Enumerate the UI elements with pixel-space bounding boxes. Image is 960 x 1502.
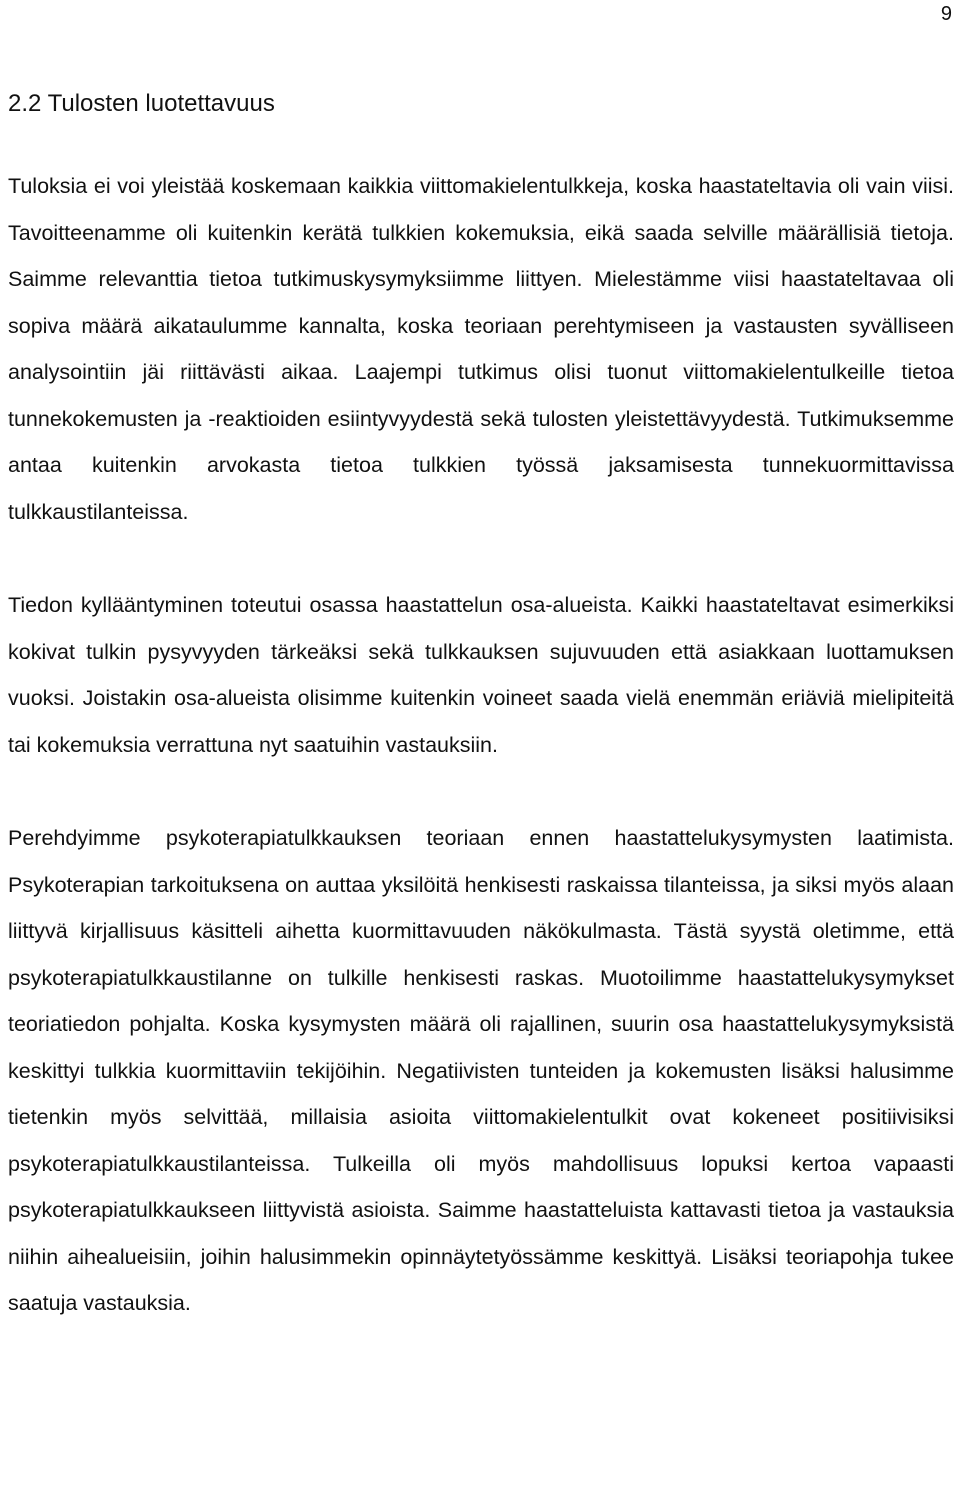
section-heading: 2.2 Tulosten luotettavuus bbox=[8, 90, 275, 117]
paragraph-reliability-scope: Tuloksia ei voi yleistää koskemaan kaikkia viittomakielentulkkeja, koska haastateltavia oli vain viisi. Tavoitteenamme oli kuitenkin kerätä tulkkien kokemuksia, eikä saada selville määrällisiä tietoja. Saimme relevanttia tietoa tutkimuskysymyksiimme liittyen. Mielestämme viisi haastateltavaa oli sopiva määrä aikataulumme kannalta, koska teoriaan perehtymiseen ja vastausten syvälliseen analysointiin jäi riittävästi aikaa. Laajempi tutkimus olisi tuonut viittomakielentulkeille tietoa tunnekokemusten ja -reaktioiden esiintyvyydestä sekä tulosten yleistettävyydestä. Tutkimuksemme antaa kuitenkin arvokasta tietoa tulkkien työssä jaksamisesta tunnekuormittavissa tulkkaustilanteissa. bbox=[8, 174, 954, 524]
body-text bbox=[8, 163, 954, 1374]
paragraph-data-saturation: Tiedon kyllääntyminen toteutui osassa haastattelun osa-alueista. Kaikki haastateltavat esimerkiksi kokivat tulkin pysyvyyden tärkeäksi sekä tulkkauksen sujuvuuden että asiakkaan luottamuksen vuoksi. Joistakin osa-alueista olisimme kuitenkin voineet saada vielä enemmän eriäviä mielipiteitä tai kokemuksia verrattuna nyt saatuihin vastauksiin. bbox=[8, 593, 954, 757]
paragraph-theory-basis: Perehdyimme psykoterapiatulkkauksen teoriaan ennen haastattelukysymysten laatimista. Psykoterapian tarkoituksena on auttaa yksilöitä henkisesti raskaissa tilanteissa, ja siksi myös alaan liittyvä kirjallisuus käsitteli aihetta kuormittavuuden näkökulmasta. Tästä syystä oletimme, että psykoterapiatulkkaustilanne on tulkille henkisesti raskas. Muotoilimme haastattelukysymykset teoriatiedon pohjalta. Koska kysymysten määrä oli rajallinen, suurin osa haastattelukysymyksistä keskittyi tulkkia kuormittaviin tekijöihin. Negatiivisten tunteiden ja kokemusten lisäksi halusimme tietenkin myös selvittää, millaisia asioita viittomakielentulkit ovat kokeneet positiivisiksi psykoterapiatulkkaustilanteissa. Tulkeilla oli myös mahdollisuus lopuksi kertoa vapaasti psykoterapiatulkkaukseen liittyvistä asioista. Saimme haastatteluista kattavasti tietoa ja vastauksia niihin aihealueisiin, joihin halusimmekin opinnäytetyössämme keskittyä. Lisäksi teoriapohja tukee saatuja vastauksia. bbox=[8, 826, 954, 1315]
page-number: 9 bbox=[940, 3, 952, 25]
